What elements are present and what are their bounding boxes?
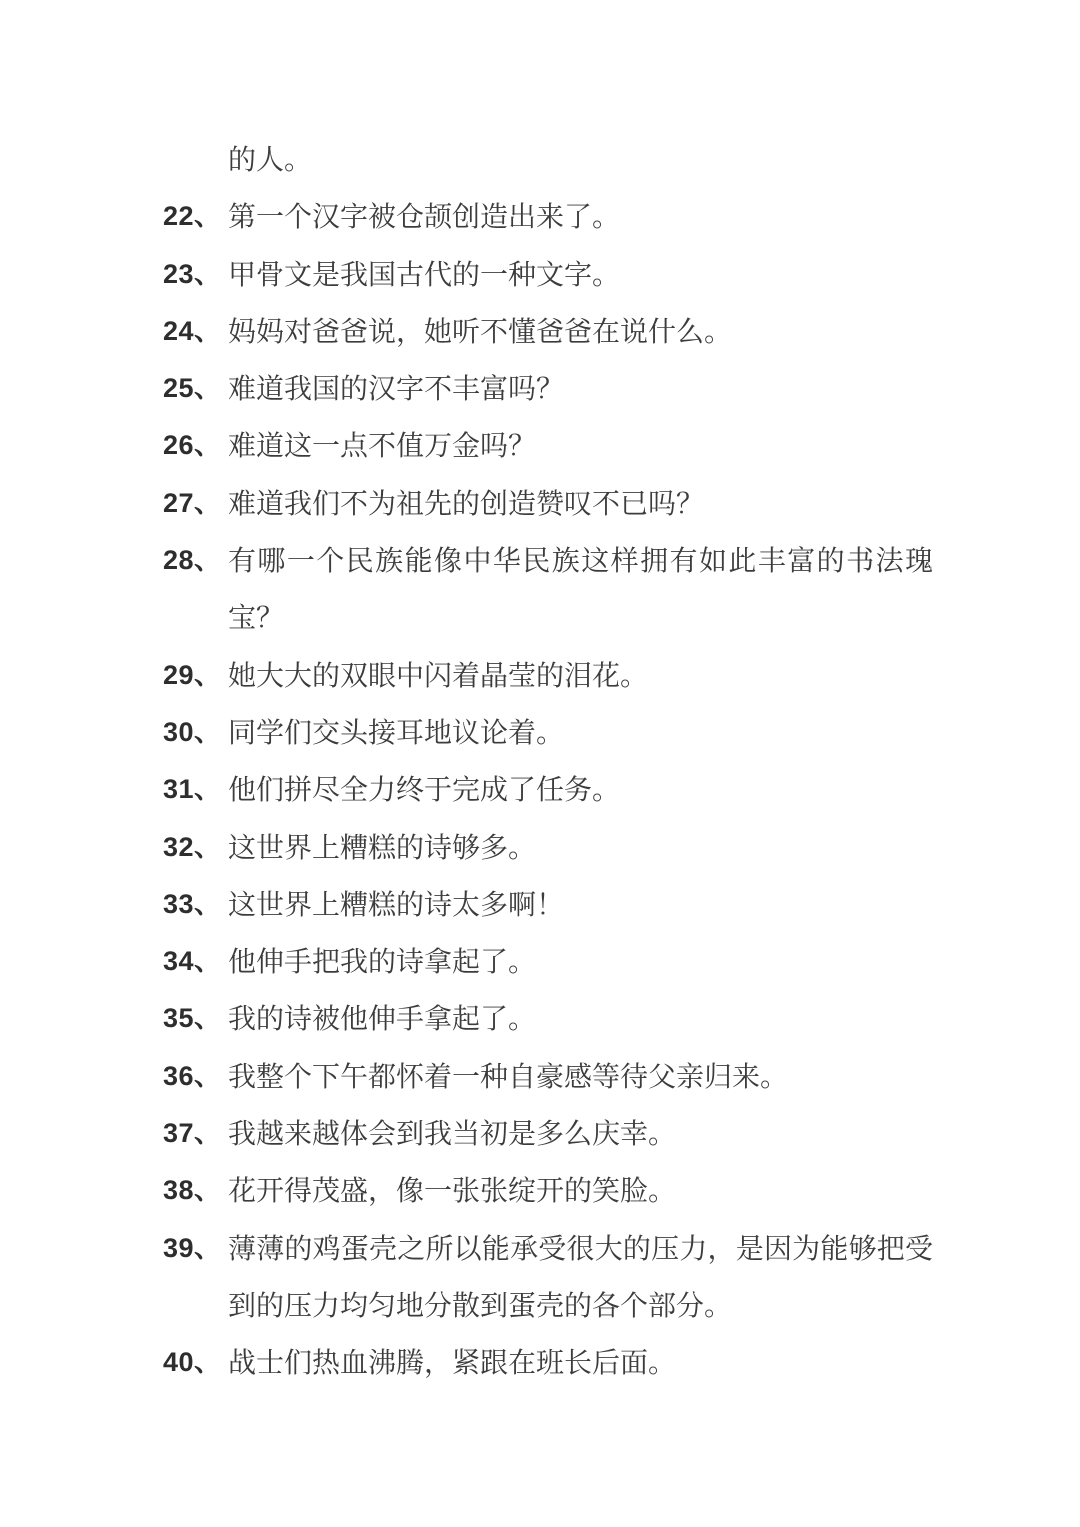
list-item bbox=[163, 819, 1080, 876]
item-text: 有哪一个民族能像中华民族这样拥有如此丰富的书法瑰宝？ bbox=[228, 544, 933, 635]
list-item bbox=[163, 188, 1080, 245]
list-item bbox=[163, 417, 1080, 474]
item-text: 这世界上糟糕的诗够多。 bbox=[228, 830, 537, 864]
item-text: 她大大的双眼中闪着晶莹的泪花。 bbox=[228, 658, 649, 692]
list-item bbox=[163, 1220, 1080, 1335]
list-item bbox=[163, 532, 1080, 647]
item-number: 35、 bbox=[163, 1003, 222, 1034]
item-text: 难道我们不为祖先的创造赞叹不已吗？ bbox=[228, 486, 705, 520]
list-item bbox=[163, 246, 1080, 303]
item-text: 同学们交头接耳地议论着。 bbox=[228, 715, 565, 749]
item-number: 27、 bbox=[163, 487, 222, 518]
item-number: 32、 bbox=[163, 831, 222, 862]
list-item bbox=[163, 1334, 1080, 1391]
item-number: 33、 bbox=[163, 888, 222, 919]
item-text: 第一个汉字被仓颉创造出来了。 bbox=[228, 200, 621, 234]
item-number: 39、 bbox=[163, 1232, 222, 1263]
list-item bbox=[163, 761, 1080, 818]
item-number: 28、 bbox=[163, 545, 222, 576]
list-item bbox=[163, 647, 1080, 704]
item-number: 23、 bbox=[163, 258, 222, 289]
item-text: 难道这一点不值万金吗？ bbox=[228, 429, 537, 463]
item-text: 这世界上糟糕的诗太多啊！ bbox=[228, 887, 565, 921]
item-number: 25、 bbox=[163, 373, 222, 404]
list-item bbox=[163, 990, 1080, 1047]
item-number: 26、 bbox=[163, 430, 222, 461]
item-number: 30、 bbox=[163, 716, 222, 747]
item-text: 甲骨文是我国古代的一种文字。 bbox=[228, 257, 621, 291]
list-item bbox=[163, 704, 1080, 761]
list-item bbox=[163, 360, 1080, 417]
item-text: 他伸手把我的诗拿起了。 bbox=[228, 945, 537, 979]
list-item bbox=[163, 1105, 1080, 1162]
list-item bbox=[163, 1162, 1080, 1219]
item-number: 24、 bbox=[163, 315, 222, 346]
item-number: 29、 bbox=[163, 659, 222, 690]
item-number: 22、 bbox=[163, 201, 222, 232]
list-item bbox=[163, 876, 1080, 933]
list-item bbox=[163, 1048, 1080, 1105]
item-text: 难道我国的汉字不丰富吗？ bbox=[228, 372, 565, 406]
item-number: 31、 bbox=[163, 774, 222, 805]
item-text: 战士们热血沸腾，紧跟在班长后面。 bbox=[228, 1346, 677, 1380]
item-number: 37、 bbox=[163, 1118, 222, 1149]
item-number: 38、 bbox=[163, 1175, 222, 1206]
list-item bbox=[163, 303, 1080, 360]
item-text: 我越来越体会到我当初是多么庆幸。 bbox=[228, 1117, 677, 1151]
list-item bbox=[163, 933, 1080, 990]
item-text: 妈妈对爸爸说，她听不懂爸爸在说什么。 bbox=[228, 314, 733, 348]
item-text: 他们拼尽全力终于完成了任务。 bbox=[228, 773, 621, 807]
continuation-line bbox=[163, 131, 1080, 188]
list-item bbox=[163, 475, 1080, 532]
item-number: 36、 bbox=[163, 1060, 222, 1091]
item-text: 薄薄的鸡蛋壳之所以能承受很大的压力，是因为能够把受到的压力均匀地分散到蛋壳的各个部分。 bbox=[228, 1231, 933, 1322]
item-number: 34、 bbox=[163, 946, 222, 977]
item-text: 花开得茂盛，像一张张绽开的笑脸。 bbox=[228, 1174, 677, 1208]
continuation-text: 的人。 bbox=[228, 143, 313, 176]
item-text: 我整个下午都怀着一种自豪感等待父亲归来。 bbox=[228, 1059, 789, 1093]
item-text: 我的诗被他伸手拿起了。 bbox=[228, 1002, 537, 1036]
item-number: 40、 bbox=[163, 1347, 222, 1378]
